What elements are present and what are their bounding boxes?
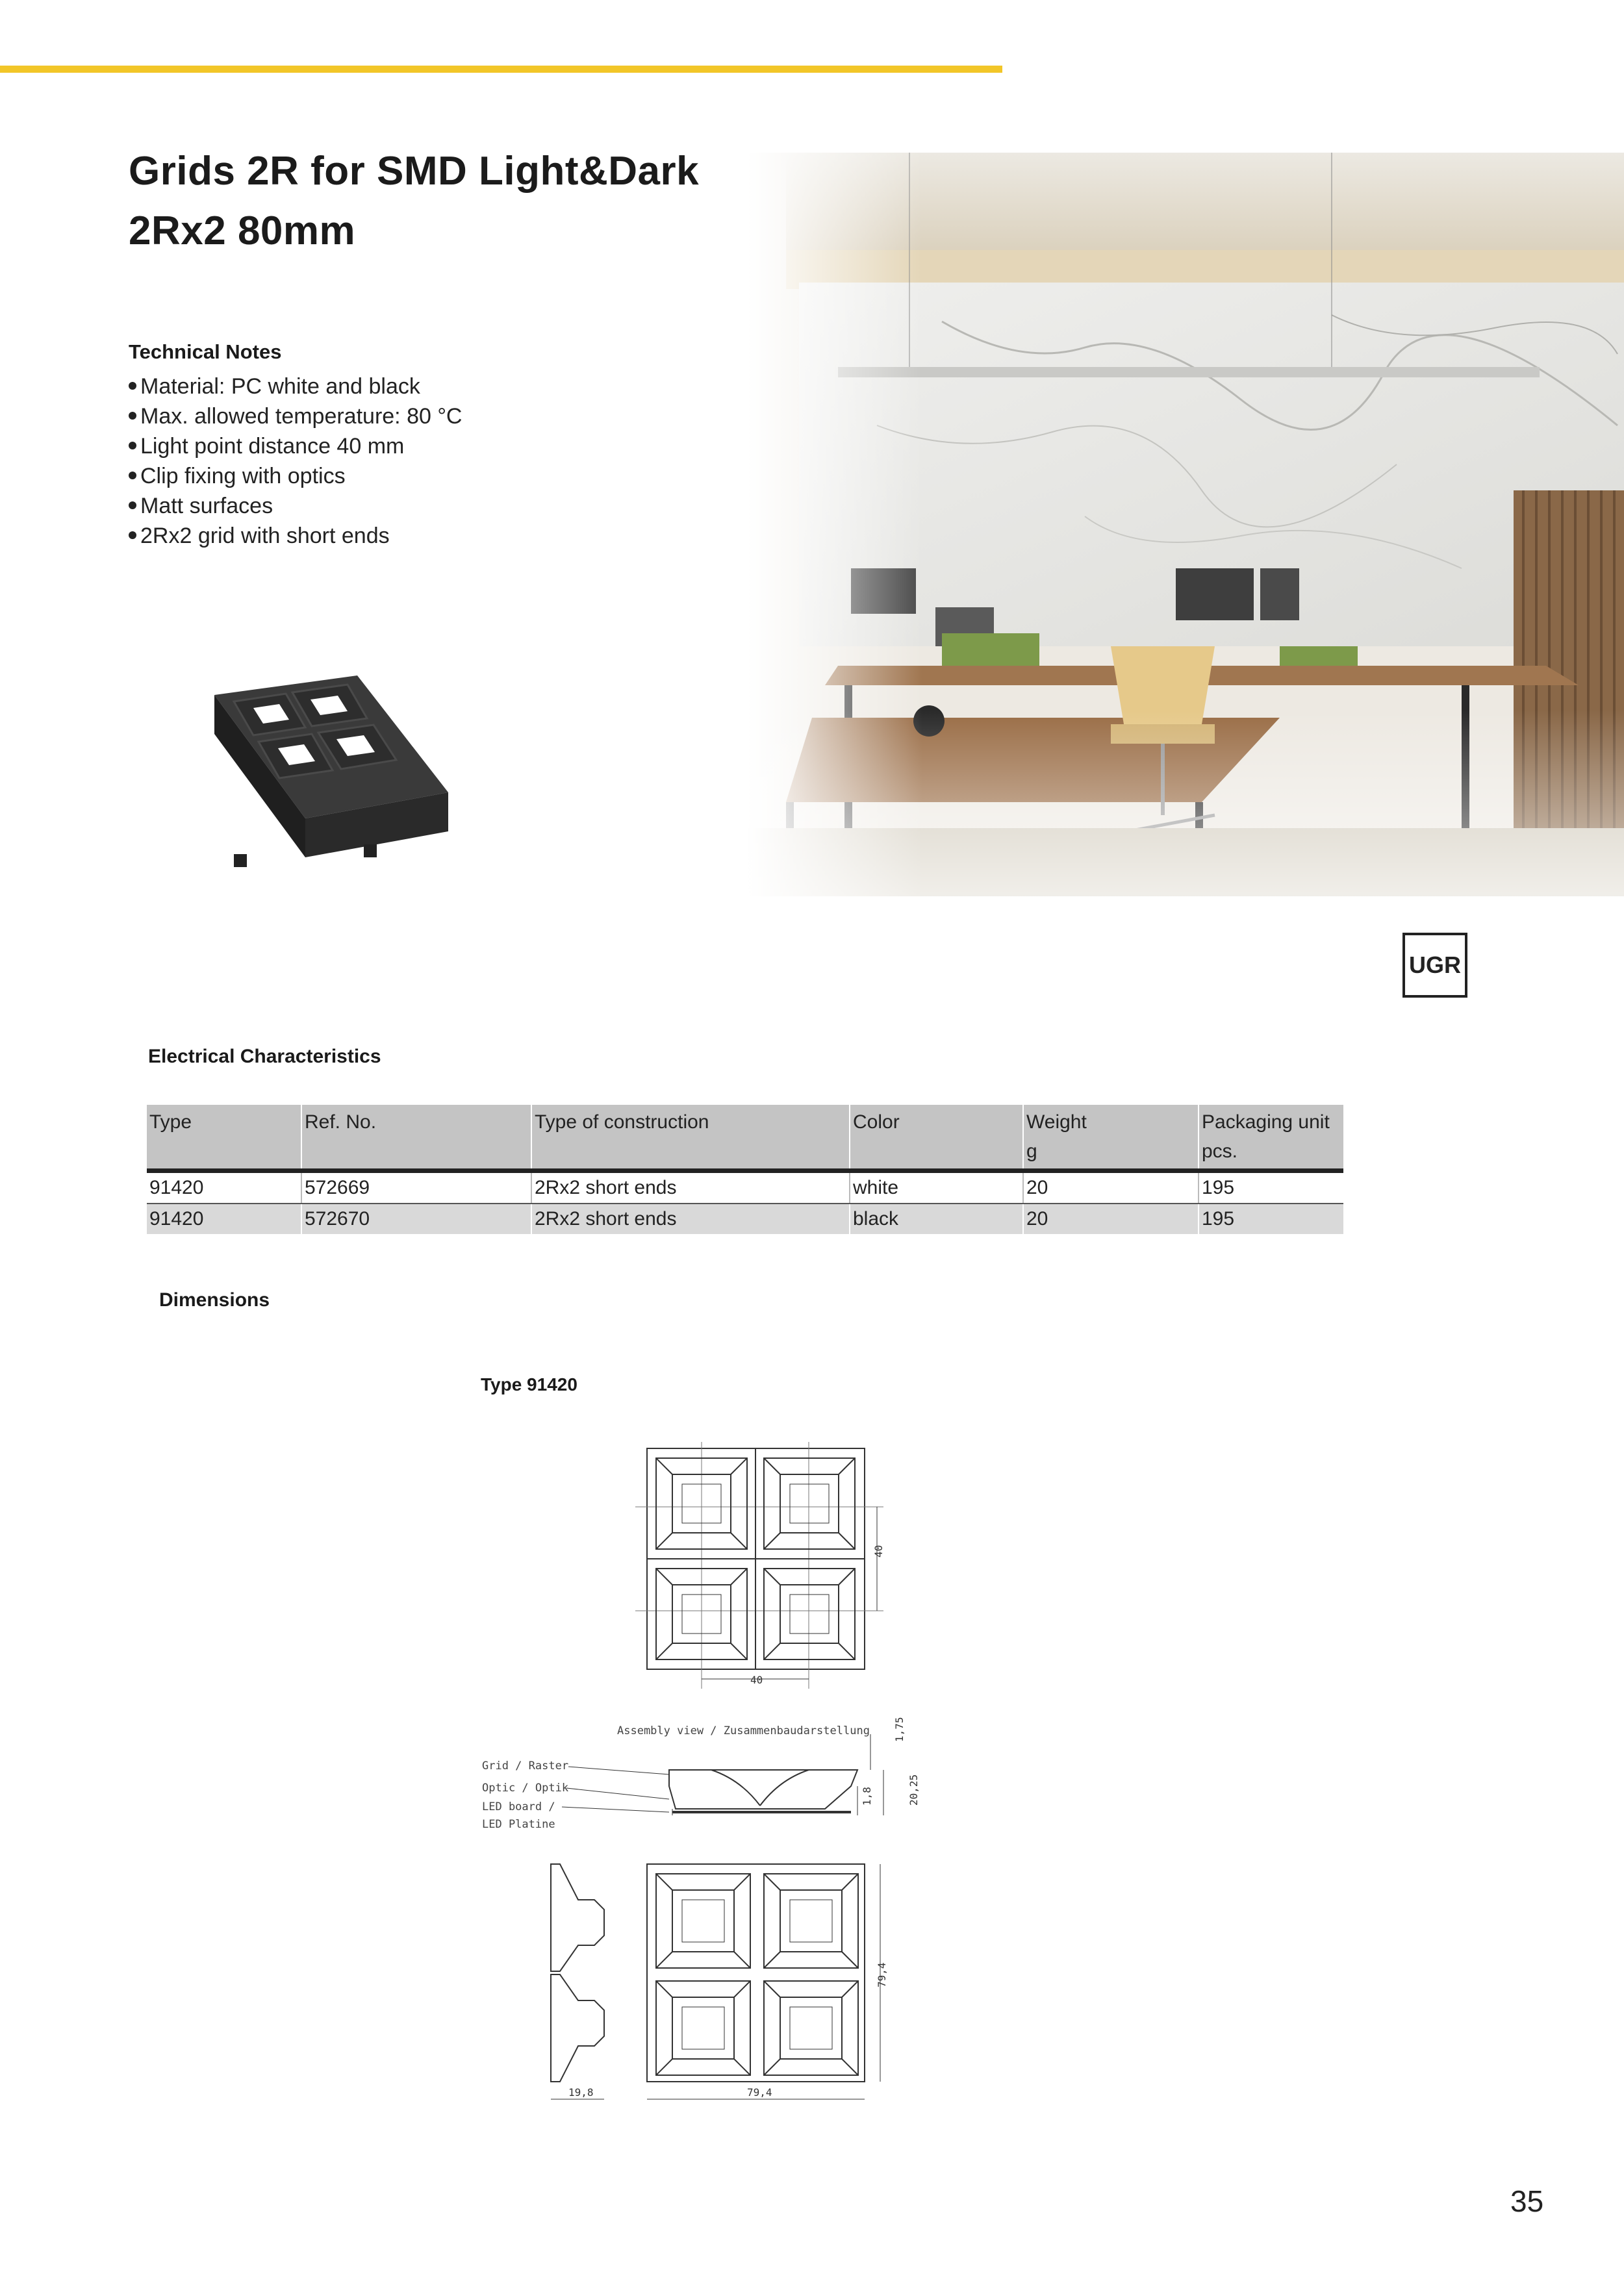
callout-led-2: LED Platine xyxy=(482,1818,555,1831)
callout-grid: Grid / Raster xyxy=(482,1760,569,1772)
dim-pitch-v: 40 xyxy=(872,1545,885,1558)
assembly-view xyxy=(669,1734,883,1815)
product-grid-image xyxy=(208,675,455,883)
technical-drawing xyxy=(455,1416,948,2117)
table-cell: 91420 xyxy=(147,1204,301,1234)
note-item: Matt surfaces xyxy=(129,491,463,521)
electrical-table xyxy=(147,1105,1343,1234)
technical-notes-heading: Technical Notes xyxy=(129,340,282,363)
callout-optic: Optic / Optik xyxy=(482,1782,569,1795)
note-item: Clip fixing with optics xyxy=(129,461,463,491)
bullet-icon xyxy=(129,472,136,479)
page-title xyxy=(129,142,699,261)
table-cell: 2Rx2 short ends xyxy=(531,1171,850,1204)
dimensions-heading: Dimensions xyxy=(159,1289,270,1311)
column-header: Color xyxy=(850,1105,1023,1171)
bullet-icon xyxy=(129,501,136,509)
table-cell: 572669 xyxy=(301,1171,531,1204)
table-cell: 572670 xyxy=(301,1204,531,1234)
dim-side-h: 79,4 xyxy=(876,1962,888,1987)
table-header-row xyxy=(147,1105,1343,1171)
column-header: Type xyxy=(147,1105,301,1171)
column-header: Type of construction xyxy=(531,1105,850,1171)
note-item: Material: PC white and black xyxy=(129,372,463,401)
note-item: Light point distance 40 mm xyxy=(129,431,463,461)
dim-side-w: 19,8 xyxy=(568,2086,594,2099)
table-cell: 20 xyxy=(1023,1204,1199,1234)
electrical-heading: Electrical Characteristics xyxy=(148,1046,381,1067)
title-line-1: Grids 2R for SMD Light&Dark xyxy=(129,149,700,194)
bullet-icon xyxy=(129,442,136,449)
note-item: Max. allowed temperature: 80 °C xyxy=(129,401,463,431)
bullet-icon xyxy=(129,531,136,539)
ugr-badge: UGR xyxy=(1402,933,1467,998)
column-header: Packaging unit pcs. xyxy=(1199,1105,1343,1171)
table-row xyxy=(147,1204,1343,1234)
assembly-caption: Assembly view / Zusammenbaudarstellung xyxy=(617,1724,870,1737)
column-header: Weight g xyxy=(1023,1105,1199,1171)
column-header: Ref. No. xyxy=(301,1105,531,1171)
accent-bar xyxy=(0,66,1002,73)
page-number: 35 xyxy=(1510,2184,1544,2218)
table-cell: 195 xyxy=(1199,1171,1343,1204)
office-photo xyxy=(747,153,1624,896)
dim-bottom-w: 79,4 xyxy=(747,2086,772,2099)
dim-height: 20,25 xyxy=(907,1774,920,1806)
title-line-2: 2Rx2 80mm xyxy=(129,208,356,253)
top-view xyxy=(635,1442,883,1689)
table-cell: 20 xyxy=(1023,1171,1199,1204)
dim-mid: 1,8 xyxy=(861,1787,873,1806)
table-cell: 91420 xyxy=(147,1171,301,1204)
table-cell: black xyxy=(850,1204,1023,1234)
table-cell: white xyxy=(850,1171,1023,1204)
dim-top: 1,75 xyxy=(893,1717,906,1742)
note-item: 2Rx2 grid with short ends xyxy=(129,521,463,551)
side-view xyxy=(551,1864,604,2099)
technical-notes-list xyxy=(129,372,463,551)
table-cell: 195 xyxy=(1199,1204,1343,1234)
callout-led-1: LED board / xyxy=(482,1800,555,1813)
bottom-view xyxy=(647,1864,880,2099)
type-label: Type 91420 xyxy=(481,1374,577,1394)
bullet-icon xyxy=(129,412,136,420)
dim-pitch-h: 40 xyxy=(750,1674,763,1686)
bullet-icon xyxy=(129,382,136,390)
table-row xyxy=(147,1171,1343,1204)
table-cell: 2Rx2 short ends xyxy=(531,1204,850,1234)
